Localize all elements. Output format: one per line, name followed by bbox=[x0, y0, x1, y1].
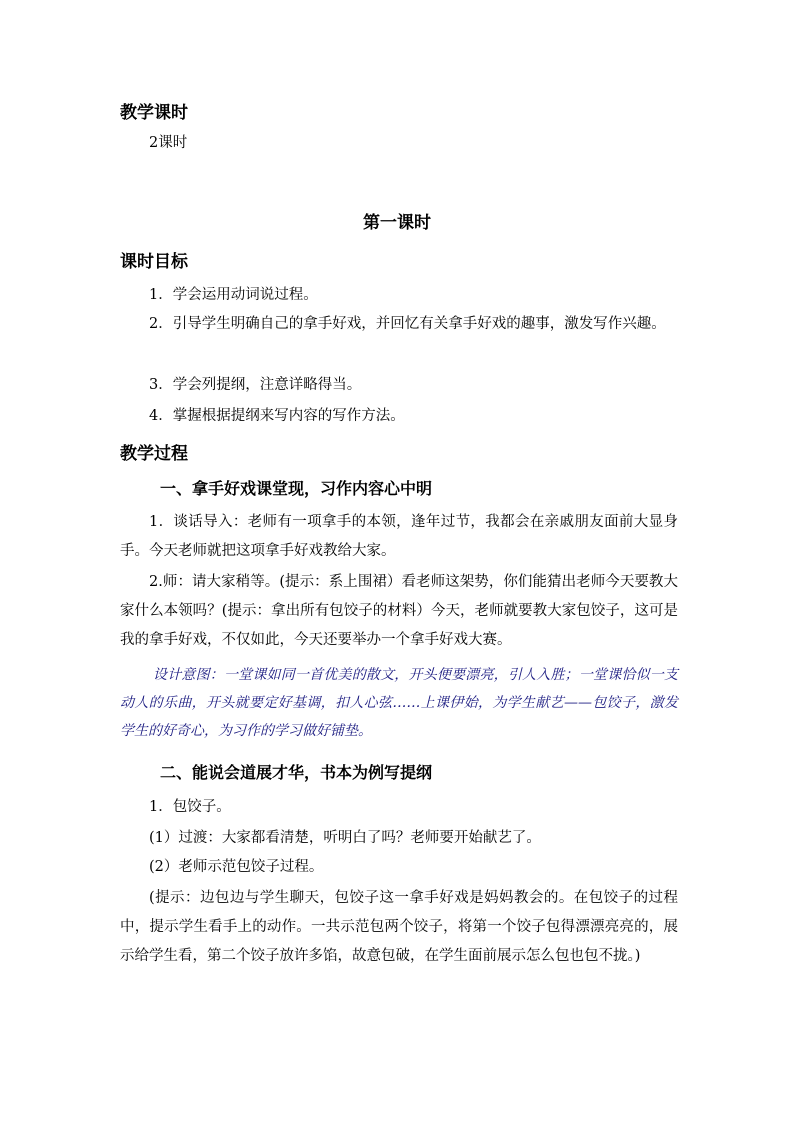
goal-item-3: 3．学会列提纲，注意详略得当。 bbox=[149, 377, 362, 393]
lesson-hours-value: 2课时 bbox=[149, 135, 188, 151]
goal-item-1: 1．学会运用动词说过程。 bbox=[149, 287, 318, 303]
part2-paragraph-2: (1）过渡：大家都看清楚，听明白了吗？老师要开始献艺了。 bbox=[149, 830, 541, 846]
design-intent-note: 设计意图：一堂课如同一首优美的散文，开头便要漂亮，引人入胜；一堂课恰似一支动人的乐曲，开头就要定好基调，扣人心弦……上课伊始，为学生献艺——包饺子，激发学生的好奇心，为习作的学习做好铺垫。 bbox=[120, 667, 678, 739]
part1-heading: 一、拿手好戏课堂现，习作内容心中明 bbox=[160, 479, 433, 498]
goal-item-2: 2．引导学生明确自己的拿手好戏，并回忆有关拿手好戏的趣事，激发写作兴趣。 bbox=[149, 316, 666, 332]
part2-paragraph-1: 1．包饺子。 bbox=[149, 799, 231, 815]
part2-paragraph-3: (2）老师示范包饺子过程。 bbox=[149, 859, 324, 875]
goal-item-4: 4．掌握根据提纲来写内容的写作方法。 bbox=[149, 408, 405, 424]
lesson-hours-heading: 教学课时 bbox=[120, 103, 188, 123]
goals-heading: 课时目标 bbox=[120, 252, 188, 272]
process-heading: 教学过程 bbox=[120, 444, 188, 464]
first-lesson-title: 第一课时 bbox=[363, 213, 431, 233]
part2-paragraph-4: (提示：边包边与学生聊天，包饺子这一拿手好戏是妈妈教会的。在包饺子的过程中，提示学生看手上的动作。一共示范包两个饺子，将第一个饺子包得漂漂亮亮的，展示给学生看，第二个饺子放许多馅，故意包破，在学生面前展示怎么包也包不拢。) bbox=[120, 890, 678, 964]
part1-paragraph-1: 1．谈话导入：老师有一项拿手的本领，逢年过节，我都会在亲戚朋友面前大显身手。今天老师就把这项拿手好戏教给大家。 bbox=[120, 514, 678, 559]
part2-heading: 二、能说会道展才华，书本为例写提纲 bbox=[160, 763, 433, 782]
part1-paragraph-2: 2.师：请大家稍等。(提示：系上围裙）看老师这架势，你们能猜出老师今天要教大家什么本领吗？(提示：拿出所有包饺子的材料）今天，老师就要教大家包饺子，这可是我的拿手好戏，不仅如此，今天还要举办一个拿手好戏大赛。 bbox=[120, 574, 678, 648]
